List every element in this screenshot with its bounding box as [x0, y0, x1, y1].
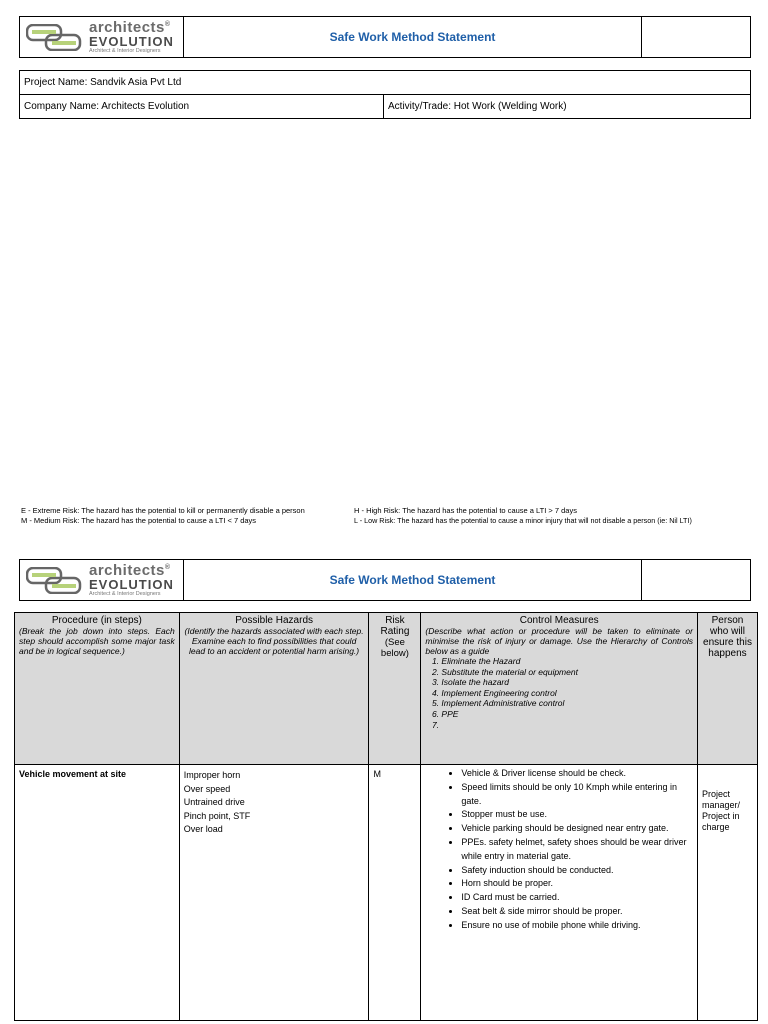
hazard-item: Pinch point, STF [183, 810, 251, 821]
header-blank-cell [642, 560, 750, 600]
list-item: 4. Implement Engineering control [441, 688, 693, 699]
list-item: • Horn should be proper. [461, 877, 693, 891]
logo-tagline: Architect & Interior Designers [89, 48, 161, 54]
hazard-item: Over speed [183, 783, 231, 794]
page-header-1 [19, 16, 751, 58]
legend-high: H - High Risk: The hazard has the potential to cause a LTI > 7 days [354, 506, 577, 515]
method-statement-table [14, 612, 758, 1021]
list-item: • PPEs. safety helmet, safety shoes should be wear driver while entry in material gate. [461, 836, 693, 864]
list-item: • Vehicle & Driver license should be check. [461, 767, 693, 781]
logo-reg-mark: ® [164, 564, 171, 571]
logo-name-line1: architects [89, 19, 165, 36]
hazards-header-title: Possible Hazards [235, 615, 313, 626]
control-measures-list [425, 767, 693, 933]
logo-name-line2: EVOLUTION [89, 577, 174, 592]
table-row [15, 765, 758, 1021]
logo-name-line2: EVOLUTION [89, 34, 174, 49]
activity-trade: Activity/Trade: Hot Work (Welding Work) [384, 95, 751, 119]
hazard-item: Over load [183, 824, 223, 834]
hazards-header-sub: (Identify the hazards associated with each step. Examine each to find possibilities that could lead to an accident or potential harm arising.) [184, 626, 364, 656]
person-header: Person who will ensure this happens [697, 613, 757, 765]
hazard-item: Improper horn [183, 770, 241, 780]
person-cell: Project manager/ Project in charge [697, 765, 757, 1021]
procedure-header-sub: (Break the job down into steps. Each step should accomplish some major task and be in logical sequence.) [19, 626, 175, 656]
list-item: 1. Eliminate the Hazard [441, 656, 693, 667]
list-item: • Speed limits should be only 10 Kmph while entering in gate. [461, 781, 693, 809]
risk-cell: M [369, 765, 421, 1021]
list-item: • Vehicle parking should be designed near entry gate. [461, 822, 693, 836]
logo-tagline: Architect & Interior Designers [89, 591, 161, 597]
list-item: 5. Implement Administrative control [441, 698, 693, 709]
company-logo [20, 560, 184, 600]
header-blank-cell [642, 17, 750, 57]
list-item [441, 720, 693, 731]
table-header-row [15, 613, 758, 765]
risk-header-sub: (See below) [380, 637, 409, 659]
legend-medium: M - Medium Risk: The hazard has the potential to cause a LTI < 7 days [21, 516, 257, 525]
list-item: • Stopper must be use. [461, 808, 693, 822]
list-item: 2. Substitute the material or equipment [441, 667, 693, 678]
procedure-cell: Vehicle movement at site [15, 765, 180, 1021]
control-header-sub: (Describe what action or procedure will be taken to eliminate or minimise the risk of injury or damage. Use the Hierarchy of Controls below as a guide [425, 626, 693, 656]
hazard-item: Untrained drive [183, 797, 245, 807]
project-name: Project Name: Sandvik Asia Pvt Ltd [20, 71, 751, 95]
list-item: 3. Isolate the hazard [441, 677, 693, 688]
procedure-header [15, 613, 180, 765]
risk-header-title: Risk Rating [380, 615, 410, 637]
hazards-cell [179, 765, 369, 1021]
company-name: Company Name: Architects Evolution [20, 95, 384, 119]
project-info-table [19, 70, 751, 119]
page-header-2 [19, 559, 751, 601]
list-item: • Seat belt & side mirror should be proper. [461, 905, 693, 919]
hazards-header [179, 613, 369, 765]
risk-header [369, 613, 421, 765]
logo-reg-mark: ® [164, 21, 171, 28]
controls-cell [421, 765, 698, 1021]
company-logo [20, 17, 184, 57]
control-header-title: Control Measures [519, 615, 599, 626]
list-item: • Safety induction should be conducted. [461, 864, 693, 878]
list-item: 6. PPE [441, 709, 693, 720]
logo-name-line1: architects [89, 562, 165, 579]
legend-extreme: E - Extreme Risk: The hazard has the potential to kill or permanently disable a person [21, 506, 305, 515]
legend-low: L - Low Risk: The hazard has the potential to cause a minor injury that will not disable a person (ie: Nil LTI) [354, 516, 692, 525]
list-item: • ID Card must be carried. [461, 891, 693, 905]
logo-mark-icon [26, 24, 82, 51]
control-header [421, 613, 698, 765]
hierarchy-of-controls-list [425, 656, 693, 730]
logo-mark-icon [26, 567, 82, 594]
document-title: Safe Work Method Statement [184, 560, 642, 600]
list-item: • Ensure no use of mobile phone while driving. [461, 919, 693, 933]
document-title: Safe Work Method Statement [184, 17, 642, 57]
procedure-header-title: Procedure (in steps) [51, 615, 142, 626]
